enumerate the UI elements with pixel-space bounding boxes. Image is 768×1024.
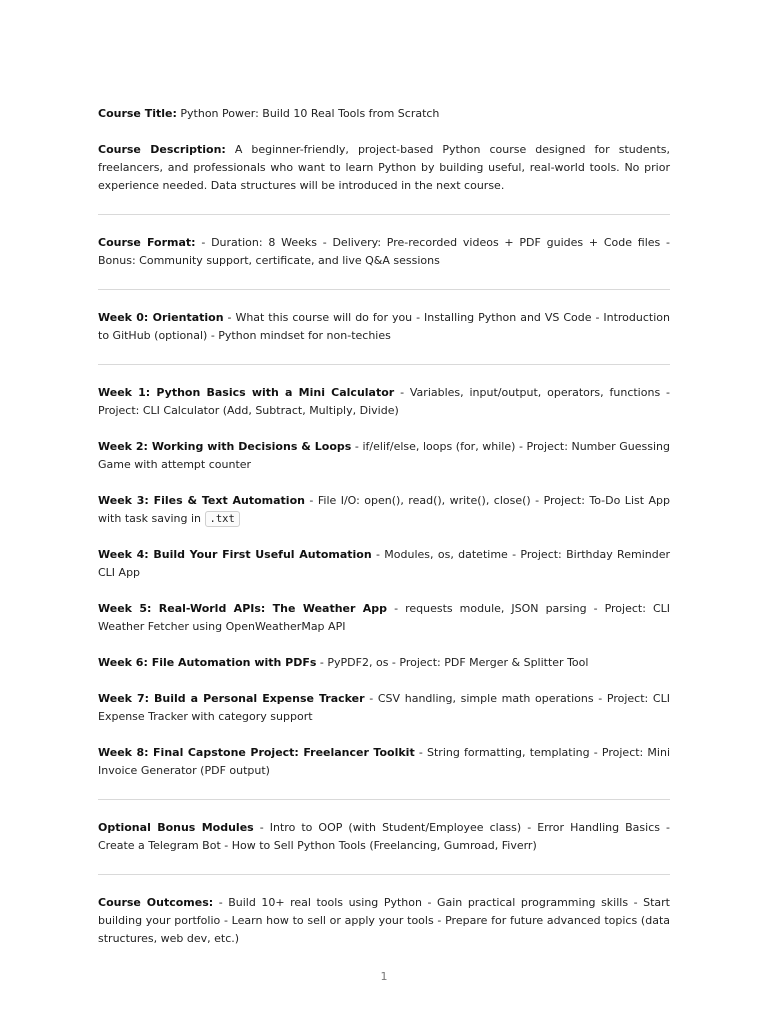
divider: [98, 799, 670, 800]
week-7-text: - CSV handling, simple math operations - Project: CLI Expense Tracker with category support: [98, 692, 670, 723]
week-5: [98, 600, 670, 636]
week-2: [98, 438, 670, 474]
week-3: [98, 492, 670, 528]
page-number: 1: [380, 970, 388, 983]
course-description: [98, 141, 670, 195]
week-1: [98, 384, 670, 420]
week-8-label: Week 8: Final Capstone Project: Freelancer Toolkit: [98, 746, 415, 759]
course-outcomes: [98, 894, 670, 948]
course-format-text: - Duration: 8 Weeks - Delivery: Pre-recorded videos + PDF guides + Code files - Bonus: Community support, certificate, and live Q&A sessions: [98, 236, 670, 267]
week-5-text: - requests module, JSON parsing - Project: CLI Weather Fetcher using OpenWeatherMap API: [98, 602, 671, 633]
document-page: [98, 105, 670, 948]
course-title: [98, 105, 670, 123]
course-description-label: Course Description:: [98, 143, 226, 156]
divider: [98, 874, 670, 875]
course-outcomes-text: - Build 10+ real tools using Python - Gain practical programming skills - Start building your portfolio - Learn how to sell or apply your tools - Prepare for future advanced topics (data structures, web dev, etc.): [98, 896, 670, 945]
course-description-text: A beginner-friendly, project-based Python course designed for students, freelancers, and professionals who want to learn Python by building useful, real-world tools. No prior experience needed. Data structures will be introduced in the next course.: [98, 143, 670, 192]
course-outcomes-label: Course Outcomes:: [98, 896, 214, 909]
divider: [98, 289, 670, 290]
week-1-text: - Variables, input/output, operators, functions - Project: CLI Calculator (Add, Subtract, Multiply, Divide): [98, 386, 670, 417]
bonus-modules-label: Optional Bonus Modules: [98, 821, 254, 834]
week-6-text: - PyPDF2, os - Project: PDF Merger & Splitter Tool: [316, 656, 589, 669]
week-4-label: Week 4: Build Your First Useful Automation: [98, 548, 372, 561]
week-7-label: Week 7: Build a Personal Expense Tracker: [98, 692, 365, 705]
week-2-label: Week 2: Working with Decisions & Loops: [98, 440, 352, 453]
divider: [98, 214, 670, 215]
bonus-modules: [98, 819, 670, 855]
week-0-label: Week 0: Orientation: [98, 311, 224, 324]
week-8: [98, 744, 670, 780]
week-0: [98, 309, 670, 345]
week-7: [98, 690, 670, 726]
bonus-modules-text: - Intro to OOP (with Student/Employee class) - Error Handling Basics - Create a Telegram Bot - How to Sell Python Tools (Freelancing, Gumroad, Fiverr): [98, 821, 670, 852]
course-format-label: Course Format:: [98, 236, 196, 249]
week-0-text: - What this course will do for you - Installing Python and VS Code - Introduction to GitHub (optional) - Python mindset for non-techies: [98, 311, 670, 342]
week-5-label: Week 5: Real-World APIs: The Weather App: [98, 602, 388, 615]
inline-code-txt: .txt: [205, 511, 240, 527]
week-4: [98, 546, 670, 582]
course-title-text: Python Power: Build 10 Real Tools from Scratch: [176, 107, 440, 120]
week-6: [98, 654, 670, 672]
week-3-text: - File I/O: open(), read(), write(), close() - Project: To-Do List App with task saving in: [98, 494, 670, 525]
week-3-label: Week 3: Files & Text Automation: [98, 494, 305, 507]
week-2-text: - if/elif/else, loops (for, while) - Project: Number Guessing Game with attempt counter: [98, 440, 670, 471]
divider: [98, 364, 670, 365]
week-6-label: Week 6: File Automation with PDFs: [98, 656, 317, 669]
week-8-text: - String formatting, templating - Project: Mini Invoice Generator (PDF output): [98, 746, 671, 777]
course-title-label: Course Title:: [98, 107, 177, 120]
course-format: [98, 234, 670, 270]
week-4-text: - Modules, os, datetime - Project: Birthday Reminder CLI App: [98, 548, 670, 579]
week-1-label: Week 1: Python Basics with a Mini Calculator: [98, 386, 395, 399]
